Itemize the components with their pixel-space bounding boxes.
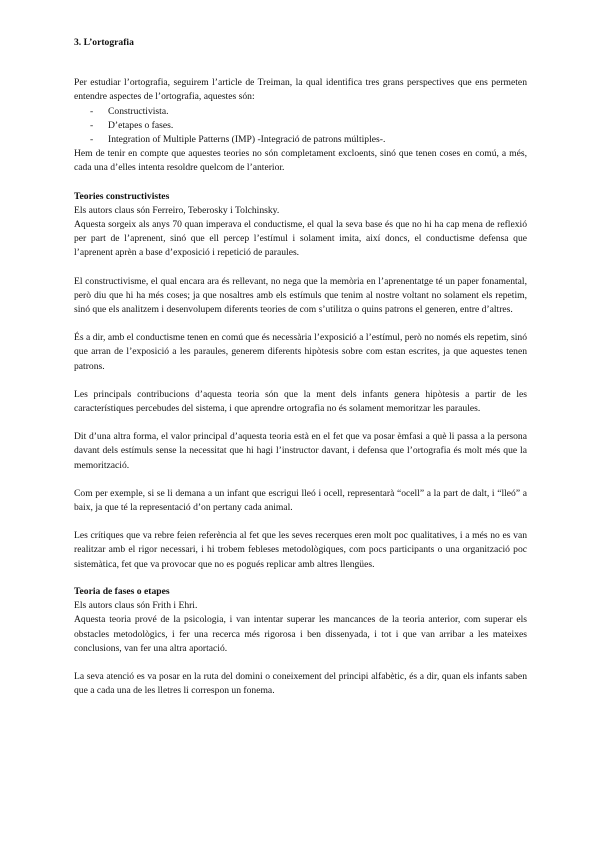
subsection-heading-constructivist: Teories constructivistes bbox=[74, 190, 170, 202]
authors-line: Els autors claus són Frith i Ehri. bbox=[74, 600, 198, 612]
perspectives-list bbox=[74, 105, 527, 148]
section-title: 3. L’ortografia bbox=[74, 37, 134, 48]
list-item: - Constructivista. bbox=[74, 105, 527, 119]
body-paragraph: Com per exemple, si se li demana a un infant que escrigui lleó i ocell, representarà “ocell” a la part de dalt, i “lleó” a baix, ja que té la representació d’on pertany cada animal. bbox=[74, 487, 527, 514]
intro-paragraph: Per estudiar l’ortografia, seguirem l’article de Treiman, la qual identifica tres grans perspectives que ens permeten entendre aspectes de l’ortografia, aquestes són: bbox=[74, 77, 527, 103]
list-item: - D’etapes o fases. bbox=[74, 119, 527, 133]
body-paragraph: Aquesta sorgeix als anys 70 quan imperava el conductisme, el qual la seva base és que no hi ha cap mena de reflexió per part de l’aprenent, sinó que ell percep l’estímul i solament imita, així doncs, el conductisme defensa que l’aprenent aprèn a base d’exposició i repetició de paraules. bbox=[74, 219, 527, 259]
body-paragraph: Les principals contribucions d’aquesta teoria són que la ment dels infants genera hipòtesis a partir de les característiques percebudes del sistema, i que aprendre ortografia no és solament memoritzar les paraules. bbox=[74, 388, 527, 415]
list-item: - Integration of Multiple Patterns (IMP) -Integració de patrons múltiples-. bbox=[74, 133, 527, 147]
body-paragraph: Les crítiques que va rebre feien referència al fet que les seves recerques eren molt poc qualitatives, i a més no es van realitzar amb el rigor necessari, i hi trobem febleses metodològiques, com pocs participants o una organització poc sistemàtica, fet que va provocar que no es pogués replicar amb altres llengües. bbox=[74, 530, 527, 570]
authors-line: Els autors claus són Ferreiro, Teberosky i Tolchinsky. bbox=[74, 204, 280, 216]
intro-after-paragraph: Hem de tenir en compte que aquestes teories no són completament excloents, sinó que tenen coses en comú, a més, cada una d’elles intenta resoldre quelcom de l’anterior. bbox=[74, 148, 527, 174]
body-paragraph: És a dir, amb el conductisme tenen en comú que és necessària l’exposició a l’estímul, però no només els repetim, sinó que arran de l’exposició a les paraules, generem diferents hipòtesis sobre com estan escrites, ja que aquestes tenen patrons. bbox=[74, 332, 527, 372]
body-paragraph: Dit d’una altra forma, el valor principal d’aquesta teoria està en el fet que va posar èmfasi a què li passa a la persona davant dels estímuls sense la necessitat que hi hagi l’instructor davant, i defensa que l’ortografia és molt més que la memorització. bbox=[74, 431, 527, 471]
body-paragraph: El constructivisme, el qual encara ara és rellevant, no nega que la memòria en l’aprenentatge té un paper fonamental, però diu que hi ha més coses; ja que nosaltres amb els estímuls que tenim al nostre voltant no solament els repetim, sinó que els analitzem i desenvolupem diferents teories de com s’utilitza o quins patrons el generen, entre d’altres. bbox=[74, 275, 527, 316]
body-paragraph: La seva atenció es va posar en la ruta del domini o coneixement del principi alfabètic, és a dir, quan els infants saben que a cada una de les lletres li correspon un fonema. bbox=[74, 670, 527, 697]
body-paragraph: Aquesta teoria prové de la psicologia, i van intentar superar les mancances de la teoria anterior, com superar els obstacles metodològics, i fer una recerca més rigorosa i ben dissenyada, i tot i que van arribar a les mateixes conclusions, van fer una altra aportació. bbox=[74, 614, 527, 654]
subsection-heading-stages: Teoria de fases o etapes bbox=[74, 585, 170, 597]
